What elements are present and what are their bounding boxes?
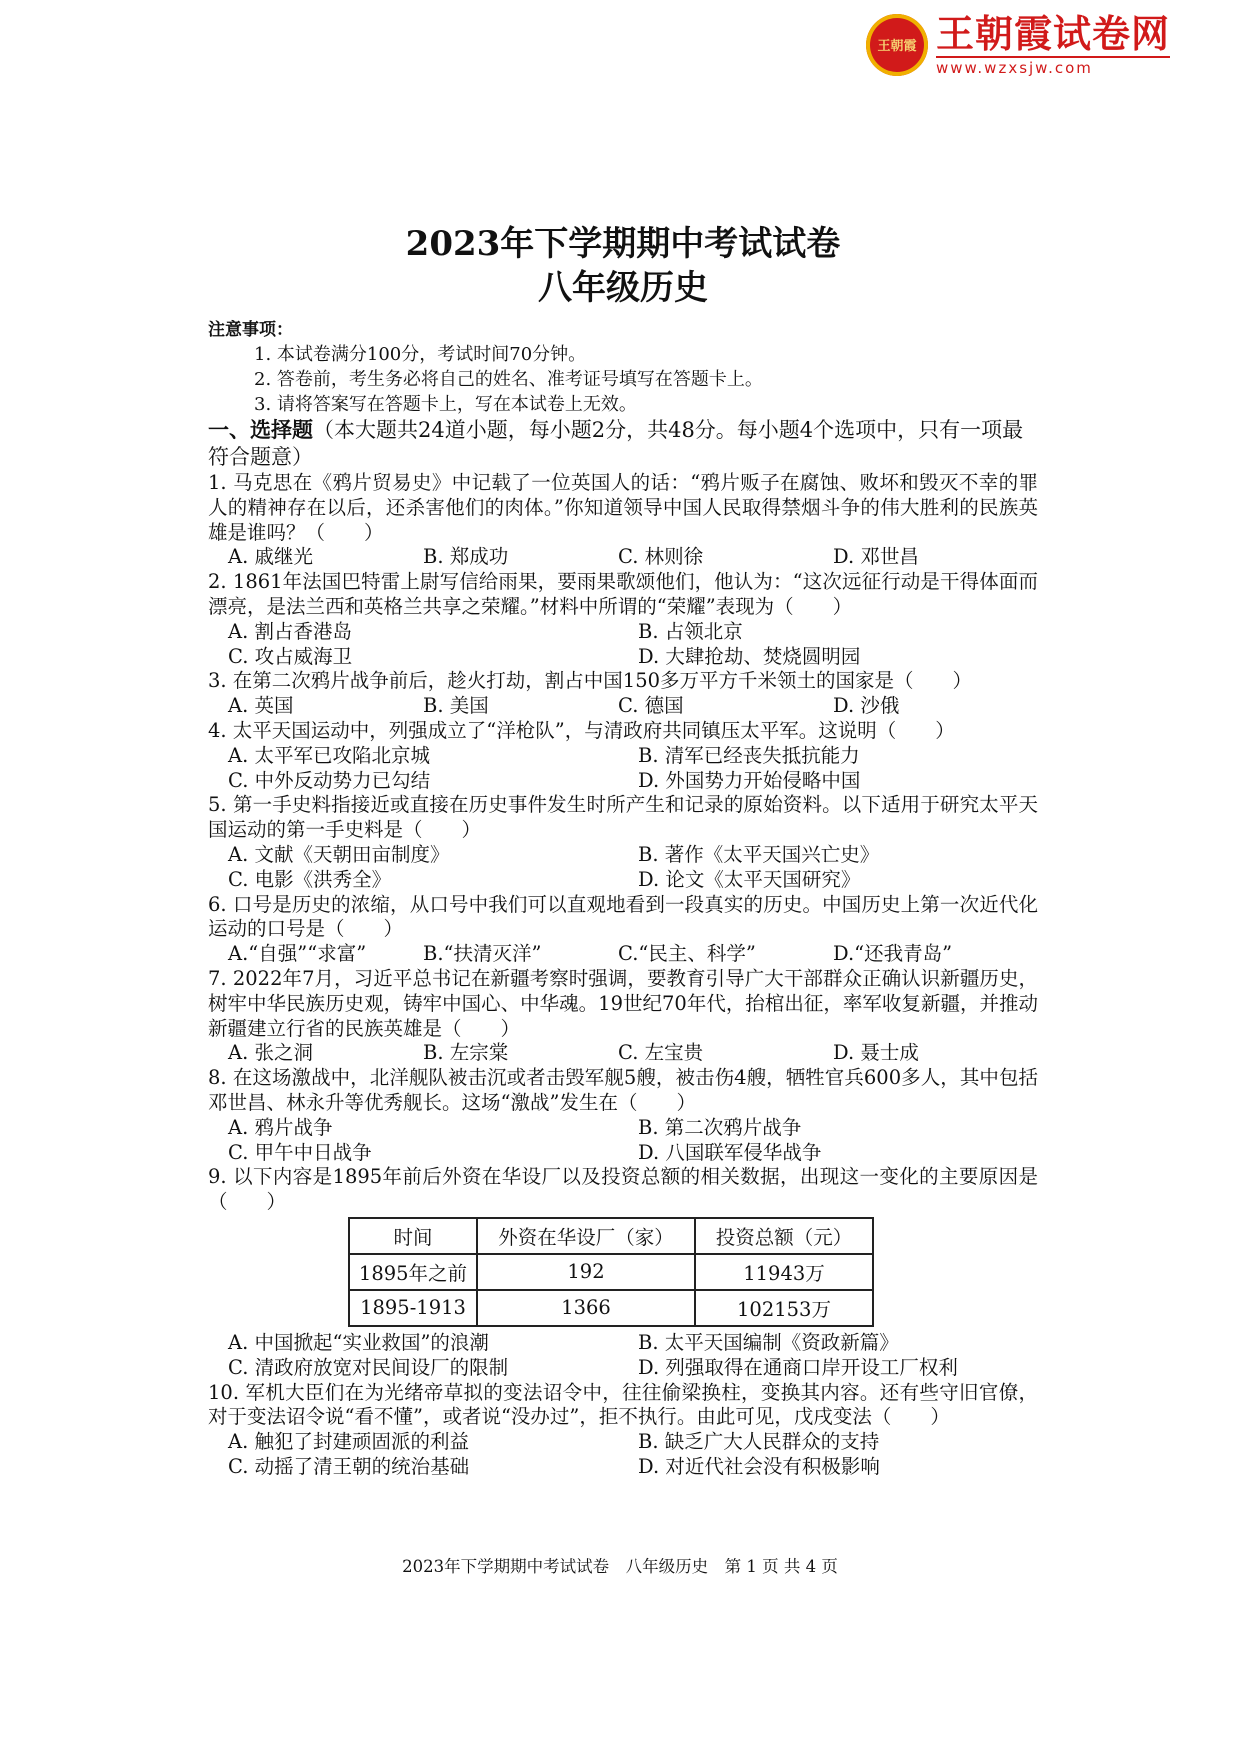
option-b: B. 缺乏广大人民群众的支持 [638,1430,880,1454]
option-c: C. 左宝贵 [618,1041,704,1065]
option-b: B. 第二次鸦片战争 [638,1115,802,1139]
question-7 [208,967,1038,1066]
question-stem: 2. 1861年法国巴特雷上尉写信给雨果，要雨果歌颂他们，他认为：“这次远征行动是干得体面而漂亮，是法兰西和英格兰共享之荣耀。”材料中所谓的“荣耀”表现为（ ） [208,570,1038,618]
option-d: D. 对近代社会没有积极影响 [638,1454,880,1478]
option-c: C. 动摇了清王朝的统治基础 [228,1454,470,1478]
options [208,942,1038,967]
option-b: B. 著作《太平天国兴亡史》 [638,842,880,866]
table-header: 外资在华设厂（家） [477,1218,695,1254]
question-2 [208,570,1038,669]
question-stem: 7. 2022年7月，习近平总书记在新疆考察时强调，要教育引导广大干部群众正确认识新疆历史，树牢中华民族历史观，铸牢中国心、中华魂。19世纪70年代，抬棺出征，率军收复新疆，并推动新疆建立行省的民族英雄是（ ） [208,966,1038,1040]
option-a: A.“自强”“求富” [228,942,367,966]
option-a: A. 英国 [228,694,294,718]
options [208,694,1038,719]
option-c: C. 中外反动势力已勾结 [228,768,431,792]
table-row [349,1290,873,1326]
question-3 [208,669,1038,719]
question-stem: 3. 在第二次鸦片战争前后，趁火打劫，割占中国150多万平方千米领土的国家是（ ） [208,669,973,693]
table-cell: 1366 [477,1290,695,1326]
option-a: A. 文献《天朝田亩制度》 [228,842,450,866]
option-b: B. 美国 [423,694,489,718]
option-c: C. 德国 [618,694,684,718]
option-d: D. 外国势力开始侵略中国 [638,768,861,792]
section-heading [208,417,1038,471]
options [208,1430,1038,1480]
option-d: D.“还我青岛” [833,942,953,966]
question-stem: 8. 在这场激战中，北洋舰队被击沉或者击毁军舰5艘，被击伤4艘，牺牲官兵600多人，其中包括邓世昌、林永升等优秀舰长。这场“激战”发生在（ ） [208,1066,1038,1114]
question-stem: 10. 军机大臣们在为光绪帝草拟的变法诏令中，往往偷梁换柱，变换其内容。还有些守旧官僚，对于变法诏令说“看不懂”，或者说“没办过”，拒不执行。由此可见，戊戌变法（ ） [208,1380,1038,1429]
option-d: D. 沙俄 [833,694,900,718]
question-stem: 5. 第一手史料指接近或直接在历史事件发生时所产生和记录的原始资料。以下适用于研究太平天国运动的第一手史料是（ ） [208,793,1038,842]
option-d: D. 邓世昌 [833,545,919,569]
option-c: C.“民主、科学” [618,942,756,966]
option-b: B. 太平天国编制《资政新篇》 [638,1330,899,1354]
options [208,744,1038,794]
option-c: C. 攻占威海卫 [228,644,353,668]
section-desc: （本大题共24道小题，每小题2分，共48分。每小题4个选项中，只有一项最符合题意） [208,418,1024,469]
option-a: A. 中国掀起“实业救国”的浪潮 [228,1330,489,1354]
options [208,1116,1038,1166]
option-a: A. 太平军已攻陷北京城 [228,743,430,767]
question-stem: 9. 以下内容是1895年前后外资在华设厂以及投资总额的相关数据，出现这一变化的主要原因是（ ） [208,1165,1038,1214]
option-c: C. 清政府放宽对民间设厂的限制 [228,1355,509,1379]
notice-heading: 注意事项： [208,320,293,340]
logo-name: 王朝霞试卷网 [935,12,1170,56]
logo-url: www.wzxsjw.com [936,56,1170,77]
exam-page [208,222,1038,1480]
question-4 [208,719,1038,793]
option-d: D. 大肆抢劫、焚烧圆明园 [638,644,861,668]
option-d: D. 聂士成 [833,1041,919,1065]
notice-item: 2. 答卷前，考生务必将自己的姓名、准考证号填写在答题卡上。 [254,369,763,390]
question-stem: 1. 马克思在《鸦片贸易史》中记载了一位英国人的话：“鸦片贩子在腐蚀、败坏和毁灭不幸的罪人的精神存在以后，还杀害他们的肉体。”你知道领导中国人民取得禁烟斗争的伟大胜利的民族英雄是谁吗？（ ） [208,471,1038,544]
option-a: A. 割占香港岛 [228,619,352,643]
option-c: C. 电影《洪秀全》 [228,867,392,891]
exam-subtitle: 八年级历史 [538,268,708,308]
data-table [348,1217,874,1327]
question-stem: 6. 口号是历史的浓缩，从口号中我们可以直观地看到一段真实的历史。中国历史上第一次近代化运动的口号是（ ） [208,892,1038,941]
question-5 [208,793,1038,892]
question-8 [208,1066,1038,1165]
option-b: B. 清军已经丧失抵抗能力 [638,743,860,767]
option-c: C. 林则徐 [618,545,704,569]
options [208,1331,1038,1381]
options [208,620,1038,670]
table-header: 时间 [349,1218,477,1254]
table-cell: 192 [477,1254,695,1290]
option-b: B. 左宗棠 [423,1041,509,1065]
table-cell: 11943万 [695,1254,873,1290]
table-row [349,1254,873,1290]
exam-title: 2023年下学期期中考试试卷 [405,224,841,264]
question-1 [208,471,1038,570]
option-a: A. 触犯了封建顽固派的利益 [228,1430,469,1454]
question-6 [208,893,1038,967]
options [208,1041,1038,1066]
option-c: C. 甲午中日战争 [228,1140,372,1164]
section-title: 一、选择题 [208,418,313,442]
option-b: B. 占领北京 [638,619,743,643]
options [208,545,1038,570]
notice-item: 3. 请将答案写在答题卡上，写在本试卷上无效。 [254,394,637,415]
option-a: A. 鸦片战争 [228,1115,333,1139]
option-b: B.“扶清灭洋” [423,942,542,966]
table-header: 投资总额（元） [695,1218,873,1254]
question-stem: 4. 太平天国运动中，列强成立了“洋枪队”，与清政府共同镇压太平军。这说明（ ） [208,718,955,742]
option-b: B. 郑成功 [423,545,509,569]
options [208,843,1038,893]
notice-item: 1. 本试卷满分100分，考试时间70分钟。 [254,344,587,365]
option-d: D. 列强取得在通商口岸开设工厂权利 [638,1355,958,1379]
option-a: A. 戚继光 [228,545,313,569]
option-a: A. 张之洞 [228,1041,313,1065]
logo-seal-icon: 王朝霞 [866,14,928,76]
table-cell: 102153万 [695,1290,873,1326]
question-10 [208,1381,1038,1480]
table-cell: 1895年之前 [349,1254,477,1290]
site-logo [866,12,1170,77]
option-d: D. 八国联军侵华战争 [638,1140,822,1164]
table-cell: 1895-1913 [349,1290,477,1326]
option-d: D. 论文《太平天国研究》 [638,867,861,891]
page-footer: 2023年下学期期中考试试卷 八年级历史 第 1 页 共 4 页 [402,1557,838,1576]
question-9 [208,1165,1038,1380]
